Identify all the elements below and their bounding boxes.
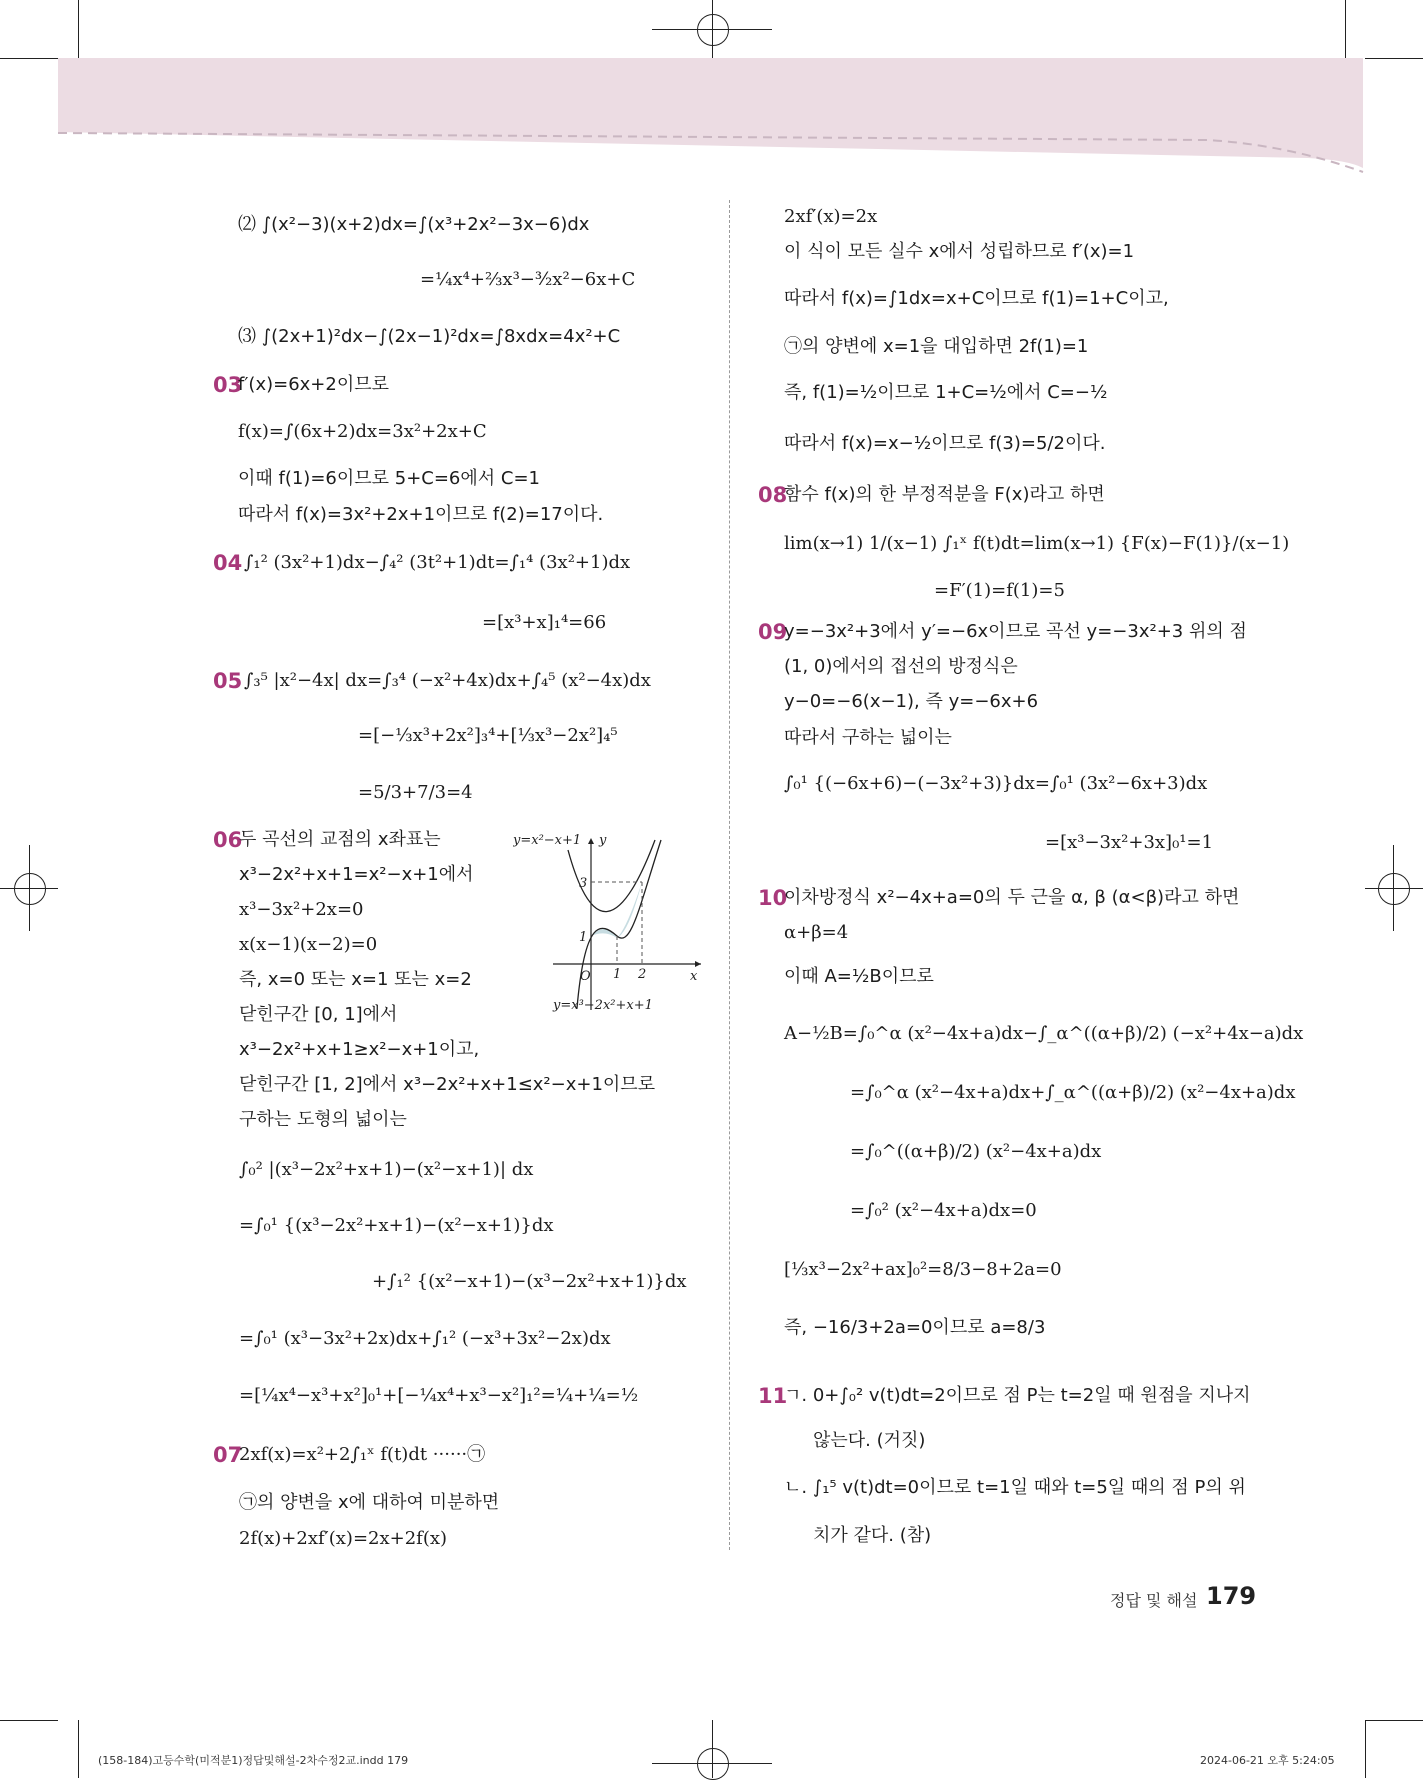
answer-06-line3: x³−3x²+2x=0 xyxy=(239,899,364,920)
registration-mark xyxy=(29,845,30,931)
label-cubic: y=x³−2x²+x+1 xyxy=(553,998,653,1013)
answer-06-line11: =∫₀¹ {(x³−2x²+x+1)−(x²−x+1)}dx xyxy=(239,1215,554,1236)
answer-04-line1: ∫₁² (3x²+1)dx−∫₄² (3t²+1)dt=∫₁⁴ (3x²+1)dx xyxy=(244,552,631,573)
axis-arrow xyxy=(695,961,701,967)
answer-06-line12: +∫₁² {(x²−x+1)−(x³−2x²+x+1)}dx xyxy=(372,1271,687,1292)
question-number-05: 05 xyxy=(213,669,243,693)
answer-11-line4: 치가 같다. (참) xyxy=(813,1525,932,1546)
registration-mark xyxy=(1378,873,1410,905)
answer-06-line9: 구하는 도형의 넓이는 xyxy=(239,1109,407,1130)
answer-10-line4: A−½B=∫₀^α (x²−4x+a)dx−∫_α^((α+β)/2) (−x²+4x−a)dx xyxy=(784,1023,1304,1044)
answer-04-line2: =[x³+x]₁⁴=66 xyxy=(482,612,607,633)
answer-05-line3: =5/3+7/3=4 xyxy=(358,782,473,803)
answer-07-line7: ㉠의 양변에 x=1을 대입하면 2f(1)=1 xyxy=(784,336,1089,357)
answer-02-4-line: ⑶ ∫(2x+1)²dx−∫(2x−1)²dx=∫8xdx=4x²+C xyxy=(238,326,621,347)
answer-06-line13: =∫₀¹ (x³−3x²+2x)dx+∫₁² (−x³+3x²−2x)dx xyxy=(239,1328,611,1349)
question-number-04: 04 xyxy=(213,551,243,575)
answer-05-line1: ∫₃⁵ |x²−4x| dx=∫₃⁴ (−x²+4x)dx+∫₄⁵ (x²−4x)dx xyxy=(244,670,651,691)
question-number-08: 08 xyxy=(758,483,788,507)
folio-label: 정답 및 해설 xyxy=(1110,1591,1198,1610)
answer-09-line4: 따라서 구하는 넓이는 xyxy=(784,727,952,748)
registration-mark xyxy=(697,1748,729,1780)
answer-06-line1: 두 곡선의 교점의 x좌표는 xyxy=(239,829,441,850)
axis-label-y: y xyxy=(599,833,607,848)
answer-03-line4: 따라서 f(x)=3x²+2x+1이므로 f(2)=17이다. xyxy=(238,504,604,525)
answer-10-line9: 즉, −16/3+2a=0이므로 a=8/3 xyxy=(784,1317,1046,1338)
answer-06-line8: 닫힌구간 [1, 2]에서 x³−2x²+x+1≤x²−x+1이므로 xyxy=(239,1074,656,1095)
question-number-09: 09 xyxy=(758,620,788,644)
answer-07-line5: 이 식이 모든 실수 x에서 성립하므로 f′(x)=1 xyxy=(784,241,1135,262)
crop-mark xyxy=(0,58,58,59)
graph-06 xyxy=(513,828,713,1018)
answer-09-line5: ∫₀¹ {(−6x+6)−(−3x²+3)}dx=∫₀¹ (3x²−6x+3)dx xyxy=(784,773,1208,794)
question-number-06: 06 xyxy=(213,828,243,852)
registration-mark xyxy=(1365,888,1423,889)
answer-10-line2: α+β=4 xyxy=(784,922,849,943)
registration-mark xyxy=(1393,845,1394,931)
slug-timestamp: 2024-06-21 오후 5:24:05 xyxy=(1200,1754,1335,1767)
answer-10-line5: =∫₀^α (x²−4x+a)dx+∫_α^((α+β)/2) (x²−4x+a)dx xyxy=(850,1082,1296,1103)
slug-filename: (158-184)고등수학(미적분1)정답및해설-2차수정2교.indd 179 xyxy=(98,1754,409,1767)
column-divider xyxy=(729,200,730,1550)
answer-09-line2: (1, 0)에서의 접선의 방정식은 xyxy=(784,656,1018,677)
answer-03-line2: f(x)=∫(6x+2)dx=3x²+2x+C xyxy=(238,421,487,442)
answer-11-line1: ㄱ. 0+∫₀² v(t)dt=2이므로 점 P는 t=2일 때 원점을 지나지 xyxy=(784,1385,1251,1406)
label-parabola: y=x²−x+1 xyxy=(513,833,582,848)
axis-label-x: x xyxy=(690,969,698,984)
answer-10-line8: [⅓x³−2x²+ax]₀²=8/3−8+2a=0 xyxy=(784,1259,1062,1280)
answer-08-line3: =F′(1)=f(1)=5 xyxy=(934,580,1065,601)
tick-label-y1: 1 xyxy=(579,930,588,945)
question-number-10: 10 xyxy=(758,886,788,910)
registration-mark xyxy=(14,873,46,905)
answer-06-line4: x(x−1)(x−2)=0 xyxy=(239,934,378,955)
axis-arrow xyxy=(588,838,594,844)
answer-07-line2: ㉠의 양변을 x에 대하여 미분하면 xyxy=(239,1492,500,1513)
answer-07-line9: 따라서 f(x)=x−½이므로 f(3)=5/2이다. xyxy=(784,433,1106,454)
question-number-03: 03 xyxy=(213,373,243,397)
answer-10-line7: =∫₀² (x²−4x+a)dx=0 xyxy=(850,1200,1037,1221)
answer-10-line3: 이때 A=½B이므로 xyxy=(784,966,934,987)
tick-label-x2: 2 xyxy=(638,967,647,982)
answer-08-line2: lim(x→1) 1/(x−1) ∫₁ˣ f(t)dt=lim(x→1) {F(x)−F(1)}/(x−1) xyxy=(784,533,1290,554)
answer-06-line2: x³−2x²+x+1=x²−x+1에서 xyxy=(239,864,474,885)
answer-06-line6: 닫힌구간 [0, 1]에서 xyxy=(239,1004,398,1025)
answer-03-line3: 이때 f(1)=6이므로 5+C=6에서 C=1 xyxy=(238,468,540,489)
answer-02-3-line2: =¼x⁴+⅔x³−³⁄₂x²−6x+C xyxy=(420,269,636,290)
answer-05-line2: =[−⅓x³+2x²]₃⁴+[⅓x³−2x²]₄⁵ xyxy=(358,725,618,746)
origin-label: O xyxy=(580,969,591,984)
answer-08-line1: 함수 f(x)의 한 부정적분을 F(x)라고 하면 xyxy=(784,484,1105,505)
answer-06-line5: 즉, x=0 또는 x=1 또는 x=2 xyxy=(239,969,472,990)
answer-11-line3: ㄴ. ∫₁⁵ v(t)dt=0이므로 t=1일 때와 t=5일 때의 점 P의 위 xyxy=(784,1477,1246,1498)
question-number-11: 11 xyxy=(758,1384,788,1408)
answer-07-line6: 따라서 f(x)=∫1dx=x+C이므로 f(1)=1+C이고, xyxy=(784,288,1169,309)
answer-07-line3: 2f(x)+2xf′(x)=2x+2f(x) xyxy=(239,1528,448,1549)
crop-mark xyxy=(0,1720,58,1721)
answer-06-line7: x³−2x²+x+1≥x²−x+1이고, xyxy=(239,1039,480,1060)
tick-label-y3: 3 xyxy=(579,876,588,891)
answer-07-line8: 즉, f(1)=½이므로 1+C=½에서 C=−½ xyxy=(784,382,1108,403)
crop-mark xyxy=(1365,58,1423,59)
answer-10-line6: =∫₀^((α+β)/2) (x²−4x+a)dx xyxy=(850,1141,1102,1162)
answer-02-3-line1: ⑵ ∫(x²−3)(x+2)dx=∫(x³+2x²−3x−6)dx xyxy=(238,214,590,235)
answer-06-line14: =[¼x⁴−x³+x²]₀¹+[−¼x⁴+x³−x²]₁²=¼+¼=½ xyxy=(239,1385,639,1406)
crop-mark xyxy=(1365,1720,1366,1778)
question-number-07: 07 xyxy=(213,1443,243,1467)
answer-06-line10: ∫₀² |(x³−2x²+x+1)−(x²−x+1)| dx xyxy=(239,1159,534,1180)
page-number: 179 xyxy=(1206,1582,1257,1610)
answer-11-line2: 않는다. (거짓) xyxy=(813,1430,926,1451)
answer-09-line1: y=−3x²+3에서 y′=−6x이므로 곡선 y=−3x²+3 위의 점 xyxy=(784,621,1247,642)
answer-09-line3: y−0=−6(x−1), 즉 y=−6x+6 xyxy=(784,691,1039,712)
crop-mark xyxy=(1365,1720,1423,1721)
crop-mark xyxy=(78,1720,79,1778)
answer-07-line4: 2xf′(x)=2x xyxy=(784,206,878,227)
answer-07-line1: 2xf(x)=x²+2∫₁ˣ f(t)dt ······㉠ xyxy=(239,1444,486,1465)
tick-label-x1: 1 xyxy=(613,967,622,982)
registration-mark xyxy=(712,1720,713,1778)
answer-09-line6: =[x³−3x²+3x]₀¹=1 xyxy=(1045,832,1214,853)
answer-10-line1: 이차방정식 x²−4x+a=0의 두 근을 α, β (α<β)라고 하면 xyxy=(784,887,1240,908)
answer-03-line1: f′(x)=6x+2이므로 xyxy=(238,374,390,395)
header-dashed-rule xyxy=(58,0,1368,180)
